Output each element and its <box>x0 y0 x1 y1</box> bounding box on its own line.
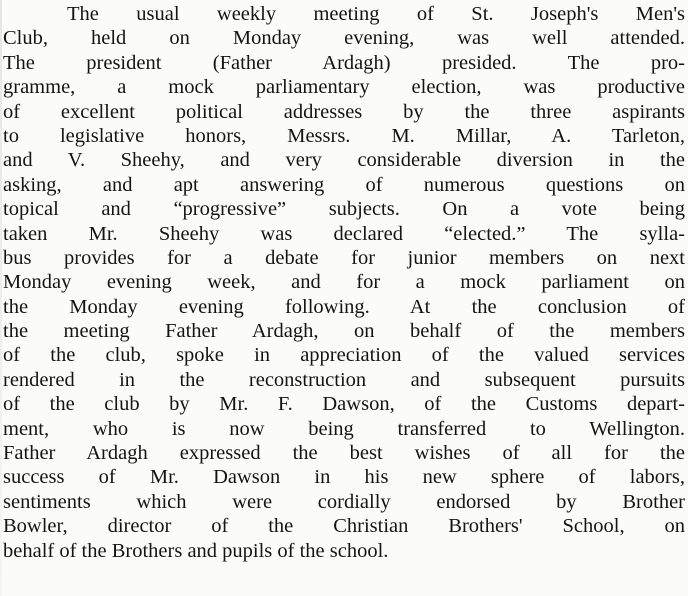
article-paragraph <box>3 2 685 563</box>
article-line: Club, held on Monday evening, was well attended. <box>3 27 685 50</box>
article-line: The usual weekly meeting of St. Joseph's Men's <box>67 3 685 25</box>
article-line: rendered in the reconstruction and subsequent pursuits <box>3 368 685 391</box>
article-line: The president (Father Ardagh) presided. The pro- <box>3 51 685 74</box>
article-line: of the club, spoke in appreciation of the valued services <box>3 344 685 367</box>
article-line: sentiments which were cordially endorsed by Brother <box>3 490 685 513</box>
article-line: to legislative honors, Messrs. M. Millar, A. Tarleton, <box>3 124 685 147</box>
article-line: Father Ardagh expressed the best wishes of all for the <box>3 442 685 465</box>
article-line: Monday evening week, and for a mock parliament on <box>3 271 685 294</box>
article-line: of excellent political addresses by the three aspirants <box>3 100 685 123</box>
article-line: Bowler, director of the Christian Brothers' School, on <box>3 515 685 538</box>
article-line: success of Mr. Dawson in his new sphere of labors, <box>3 466 685 489</box>
article-line: asking, and apt answering of numerous questions on <box>3 173 685 196</box>
article-line: and V. Sheehy, and very considerable diversion in the <box>3 149 685 172</box>
article-line: of the club by Mr. F. Dawson, of the Customs depart- <box>3 393 685 416</box>
article-line: the Monday evening following. At the conclusion of <box>3 295 685 318</box>
article-line: taken Mr. Sheehy was declared “elected.” The sylla- <box>3 222 685 245</box>
article-line: the meeting Father Ardagh, on behalf of the members <box>3 320 685 343</box>
article-line: bus provides for a debate for junior members on next <box>3 246 685 269</box>
article-line: topical and “progressive” subjects. On a vote being <box>3 198 685 221</box>
scan-edge <box>0 0 2 596</box>
article-line: behalf of the Brothers and pupils of the school. <box>3 539 389 562</box>
article-line: gramme, a mock parliamentary election, was productive <box>3 76 685 99</box>
article-line: ment, who is now being transferred to Wellington. <box>3 417 685 440</box>
